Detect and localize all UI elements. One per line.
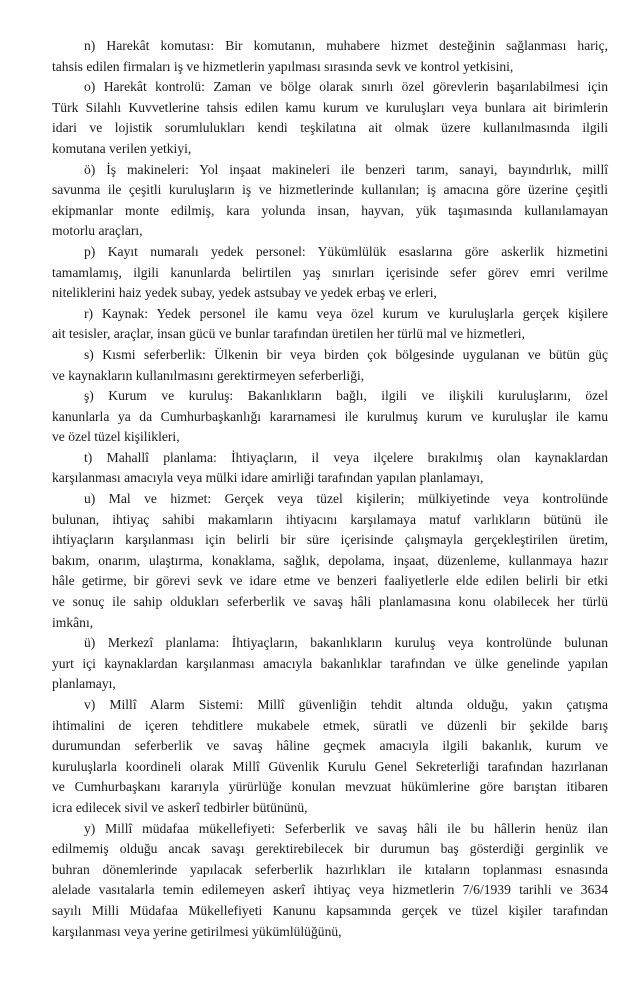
paragraph-line: planlamayı, — [52, 676, 116, 692]
paragraph-line: tahsis edilen firmaları iş ve hizmetlerin yapılması sırasında sevk ve kontrol yetkisini, — [52, 58, 514, 74]
paragraph-line: v) Millî Alarm Sistemi: Millî güvenliğin tehdit altında olduğu, yakın çatışma — [84, 697, 608, 712]
definition-paragraph-y — [52, 819, 608, 943]
paragraph-line: ve sonuç ile sahip oldukları seferberlik ve savaş hâli planlamasına konu olabilecek her türlü — [52, 594, 608, 610]
paragraph-line: ihtimalini de içeren tehditlere mukabele etmek, süratli ve düzenli bir şekilde barış — [52, 717, 608, 733]
paragraph-line: karşılanması veya yerine getirilmesi yükümlülüğünü, — [52, 923, 342, 939]
paragraph-line: hâle getirme, bir görevi sevk ve idare etme ve benzeri faaliyetlerle elde edilen belirli bir etki — [52, 573, 608, 589]
paragraph-line: tamamlamış, ilgili kanunlarda belirtilen yaş sınırları içerisinde sefer görev emri verilme — [52, 264, 608, 280]
definition-paragraph-n — [52, 36, 608, 77]
paragraph-line: karşılanması amacıyla veya mülki idare amirliği tarafından yapılan planlamayı, — [52, 470, 484, 486]
paragraph-line: yurt içi kaynaklardan karşılanması amacıyla bakanlıklar tarafından ve ülke genelinde yapılan — [52, 655, 608, 671]
paragraph-line: n) Harekât komutası: Bir komutanın, muhabere hizmet desteğinin sağlanması hariç, — [84, 38, 608, 53]
paragraph-line: r) Kaynak: Yedek personel ile kamu veya özel kurum ve kuruluşlarla gerçek kişilere — [84, 305, 608, 321]
paragraph-line: komutana verilen yetkiyi, — [52, 140, 192, 156]
paragraph-line: motorlu araçları, — [52, 223, 143, 239]
definition-paragraph-ü — [52, 633, 608, 695]
definition-paragraph-p — [52, 242, 608, 304]
paragraph-line: o) Harekât kontrolü: Zaman ve bölge olarak sınırlı özel görevlerin başarılabilmesi için — [84, 79, 608, 95]
paragraph-line: y) Millî müdafaa mükellefiyeti: Seferberlik ve savaş hâli ile bu hâllerin henüz ilan — [84, 820, 608, 836]
paragraph-line: Türk Silahlı Kuvvetlerine tahsis edilen kamu kurum ve kuruluşları veya bunlara ait birimlerin — [52, 99, 608, 115]
definition-paragraph-s — [52, 345, 608, 386]
definition-paragraph-r — [52, 304, 608, 345]
paragraph-line: idari ve lojistik sorumlulukları kendi teşkilatına ait olmak üzere kullanılmasında ilgili — [52, 120, 608, 136]
definition-paragraph-o — [52, 77, 608, 159]
paragraph-line: niteliklerini haiz yedek subay, yedek astsubay ve yedek erbaş ve erleri, — [52, 285, 437, 301]
paragraph-line: s) Kısmi seferberlik: Ülkenin bir veya birden çok bölgesinde uygulanan ve bütün güç — [84, 346, 608, 362]
paragraph-line: buhran dönemlerinde yapılacak seferberlik hazırlıkları ile kıtaların toplanması esnasında — [52, 861, 608, 877]
paragraph-line: bulunan, ihtiyaç sahibi makamların ihtiyacını karşılamaya matuf varlıkların bütünü ile — [52, 511, 608, 527]
paragraph-line: icra edilecek sivil ve askerî tedbirler bütününü, — [52, 799, 308, 815]
paragraph-line: t) Mahallî planlama: İhtiyaçların, il veya ilçelere bırakılmış olan kaynaklardan — [84, 449, 608, 465]
paragraph-line: kuruluşlarla koordineli olarak Millî Güvenlik Kurulu Genel Sekreterliği tarafından hazırlanan — [52, 758, 608, 774]
paragraph-line: ait tesisler, araçlar, insan gücü ve bunlar tarafından üretilen her türlü mal ve hizmetleri, — [52, 326, 525, 342]
paragraph-line: ve kaynakların kullanılmasını gerektirmeyen seferberliği, — [52, 367, 365, 383]
paragraph-line: imkânı, — [52, 614, 94, 630]
paragraph-line: durumundan seferberlik ve savaş hâline geçmek amacıyla ilgili bakanlık, kurum ve — [52, 738, 608, 754]
paragraph-line: ve özel tüzel kişilikleri, — [52, 429, 180, 445]
paragraph-line: u) Mal ve hizmet: Gerçek veya tüzel kişilerin; mülkiyetinde veya kontrolünde — [84, 491, 608, 507]
definition-paragraph-ş — [52, 386, 608, 448]
paragraph-line: sayılı Milli Müdafaa Mükellefiyeti Kanunu kapsamında gerçek ve tüzel kişiler tarafından — [52, 902, 608, 918]
paragraph-line: alelade vasıtalarla temin edilemeyen askerî ihtiyaç veya hizmetlerin 7/6/1939 tarihli ve 3634 — [52, 882, 608, 898]
paragraph-line: ve Cumhurbaşkanı kararıyla yürürlüğe konulan mevzuat hükümlerine göre barıştan itibaren — [52, 779, 608, 795]
document-page — [52, 36, 608, 942]
definition-paragraph-v — [52, 695, 608, 819]
paragraph-line: ekipmanlar monte edilmiş, kara yolunda insan, hayvan, yük taşımasında kullanılamayan — [52, 202, 608, 218]
paragraph-line: ş) Kurum ve kuruluş: Bakanlıkların bağlı, ilgili ve ilişkili kuruluşlarını, özel — [84, 388, 608, 404]
definition-paragraph-t — [52, 448, 608, 489]
paragraph-line: savunma ile çeşitli kuruluşların iş ve hizmetlerinde kullanılan; iş amacına göre üzerine çeşitli — [52, 182, 608, 198]
paragraph-line: ö) İş makineleri: Yol inşaat makineleri ile benzeri tarım, sanayi, bayındırlık, millî — [84, 161, 608, 177]
paragraph-line: edilmemiş olduğu ancak savaşı gerektirebilecek bir durumun baş gösterdiği gerginlik ve — [52, 841, 608, 857]
paragraph-line: bakım, onarım, ulaştırma, konaklama, sağlık, depolama, inşaat, düzenleme, kullanmaya hazır — [52, 552, 608, 568]
paragraph-line: ü) Merkezî planlama: İhtiyaçların, bakanlıkların kuruluş veya kontrolünde bulunan — [84, 635, 608, 651]
paragraph-line: ihtiyaçların karşılanması için belirli bir süre içerisinde çalışmayla gerçekleştirilen üretim, — [52, 532, 608, 548]
paragraph-line: p) Kayıt numaralı yedek personel: Yükümlülük esaslarına göre askerlik hizmetini — [84, 243, 608, 259]
paragraph-line: kanunlarla ya da Cumhurbaşkanlığı kararnamesi ile kurulmuş kurum ve kuruluşlar ile kamu — [52, 408, 608, 424]
definition-paragraph-u — [52, 489, 608, 633]
definition-paragraph-ö — [52, 160, 608, 242]
